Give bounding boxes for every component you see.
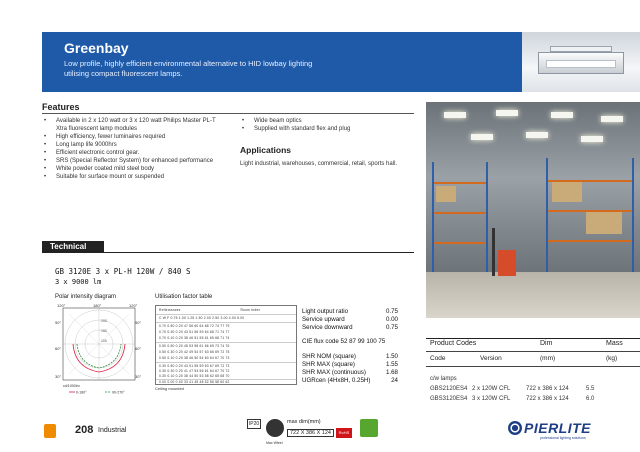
uft-mounting-note: Ceiling mounted (155, 386, 184, 391)
polar-angle-label: 90° (135, 320, 142, 325)
table-row: 0.50 0.50 0.20 45 53 58 61 66 69 73 74 76 (159, 344, 230, 348)
warning-icon (44, 424, 56, 438)
prop-label: Light output ratio (302, 308, 349, 315)
lamp-diffuser (546, 60, 616, 68)
prop-label: SHR MAX (square) (302, 361, 355, 368)
product-code: GBS3120ES4 (430, 396, 468, 402)
product-code: GBS2120ES4 (430, 386, 468, 392)
product-version: 2 x 120W CFL (472, 386, 511, 392)
table-row: 0.50 0.30 0.20 42 49 54 57 63 66 69 72 75 (159, 350, 230, 354)
product-mass: 5.5 (586, 386, 595, 392)
col-header-dim: Dim (540, 340, 553, 347)
polar-angle-label: 60° (55, 346, 62, 351)
stock-boxes (436, 186, 456, 202)
page-number: 208 (75, 424, 94, 436)
header-banner (42, 32, 640, 92)
polar-angle-label: 180° (93, 303, 102, 308)
brand-tagline: professional lighting solutions (540, 436, 586, 440)
forklift (498, 250, 516, 276)
lumen-spec: 3 x 9000 lm (55, 278, 102, 286)
feature-item: • White powder coated mild steel body (42, 165, 227, 173)
page-title: Greenbay (64, 40, 129, 56)
max-dim-label: max dim(mm) (287, 419, 321, 425)
table-row: 0.70 0.30 0.20 43 51 56 59 64 68 71 74 77 (159, 330, 230, 334)
subheader-code: Code (430, 355, 446, 362)
model-spec: GB 3120E 3 x PL-H 120W / 840 S (55, 267, 191, 276)
prop-label: UGRcen (4Hx8H, 0.25H) (302, 377, 371, 384)
polar-unit: cd/1000lm (63, 384, 80, 388)
prop-label: SHR MAX (continuous) (302, 369, 366, 376)
prop-value: 0.00 (385, 316, 398, 323)
ceiling-light (526, 132, 548, 138)
feature-item: • Efficient electronic control gear. (42, 149, 227, 157)
polar-angle-label: 30° (55, 374, 62, 379)
pierlite-logo-icon (508, 421, 522, 435)
prop-label: CIE flux code 52 87 99 100 75 (302, 338, 386, 345)
polar-value-label: 200 (101, 319, 107, 323)
ip-rating-badge: IP20 (248, 421, 260, 427)
feature-item: • High efficiency, fewer luminaires required (42, 133, 227, 141)
prop-value: 24 (391, 377, 398, 384)
ceiling-light (551, 112, 573, 118)
prop-value: 1.55 (385, 361, 398, 368)
page-subtitle: Low profile, highly efficient environmental alternative to HID lowbay lighting utilising compact fluorescent lamps. (64, 59, 313, 78)
polar-angle-label: 120° (129, 303, 138, 308)
brand-logo: PIERLITE (524, 420, 592, 436)
col-header-product-codes: Product Codes (430, 340, 477, 347)
feature-item: • Supplied with standard flex and plug (240, 125, 400, 133)
polar-angle-label: 90° (55, 320, 62, 325)
category-label: Industrial (98, 427, 127, 434)
table-row: 0.30 0.10 0.20 38 44 50 53 58 62 65 68 70 (159, 374, 230, 378)
table-row: 0.30 0.50 0.20 43 51 55 59 63 67 69 72 73 (159, 364, 230, 368)
stock-boxes (586, 212, 622, 234)
table-row: 0.50 0.10 0.20 38 46 50 54 60 64 67 70 73 (159, 356, 230, 360)
table-row: 0.70 0.10 0.20 38 46 51 55 61 65 68 71 74 (159, 336, 230, 340)
polar-diagram-title: Polar intensity diagram (55, 294, 117, 300)
product-dim: 722 x 386 x 124 (526, 386, 569, 392)
ceiling-light (496, 110, 518, 116)
feature-item: • Suitable for surface mount or suspended (42, 173, 227, 181)
utilisation-factor-table (155, 305, 297, 385)
subheader-mass-unit: (kg) (606, 355, 618, 362)
applications-heading: Applications (240, 145, 292, 155)
prop-label: Service downward (302, 324, 353, 331)
max-dim-value: 722 X 386 X 124 (287, 429, 334, 437)
product-image (522, 32, 640, 92)
utilisation-table-title: Utilisation factor table (155, 294, 213, 300)
col-header-mass: Mass (606, 340, 623, 347)
prop-value: 0.75 (385, 308, 398, 315)
table-row: 0.30 0.30 0.20 41 47 53 56 61 64 67 70 72 (159, 369, 230, 373)
table-row: 0.70 0.50 0.20 47 56 60 64 68 72 74 77 79 (159, 324, 230, 328)
efficiency-icon (266, 419, 284, 437)
technical-label: Technical (42, 241, 104, 253)
table-row: 0.00 0.00 0.00 33 41 45 48 52 56 58 60 62 (159, 380, 230, 384)
technical-rule (104, 252, 414, 253)
polar-legend-0-180: 0-180° (76, 390, 87, 395)
subheader-version: Version (480, 355, 502, 362)
warehouse-photo (426, 102, 640, 318)
uft-column-header: C W F 0.75 1.00 1.25 1.50 2.00 2.50 3.00 4.00 5.00 (159, 316, 245, 320)
ceiling-light (581, 136, 603, 142)
polar-angle-label: 60° (135, 346, 142, 351)
prop-value: 0.75 (385, 324, 398, 331)
polar-legend-90-270: 90-270° (112, 390, 125, 395)
stock-boxes (552, 182, 582, 202)
feature-item: • SRS (Special Reflector System) for enhanced performance (42, 157, 227, 165)
applications-text: Light industrial, warehouses, commercial, retail, sports hall. (240, 161, 398, 167)
product-mass: 6.0 (586, 396, 595, 402)
product-dim: 722 x 386 x 124 (526, 396, 569, 402)
efficiency-label: Max Wfeel (266, 441, 283, 445)
polar-angle-label: 120° (57, 303, 66, 308)
uft-group-header: Reflectances Room Index (159, 308, 261, 312)
storage-rack (432, 162, 488, 274)
feature-item: • Available in 2 x 120 watt or 3 x 120 watt Philips Master PL-T Xtra fluorescent lamp modules (42, 117, 227, 133)
rohs-badge: RoHS (336, 428, 352, 438)
polar-angle-label: 30° (135, 374, 142, 379)
features-list-left (42, 117, 227, 181)
ceiling-light (471, 134, 493, 140)
features-rule (42, 113, 414, 114)
warehouse-floor (426, 272, 640, 318)
ceiling-light (601, 116, 623, 122)
ceiling-light (444, 112, 466, 118)
product-version: 3 x 120W CFL (472, 396, 511, 402)
polar-value-label: 100 (101, 339, 107, 343)
green-leaf-icon (360, 419, 378, 437)
forklift-mast (492, 228, 495, 276)
prop-label: Service upward (302, 316, 345, 323)
features-list-right (240, 117, 400, 133)
polar-intensity-diagram (55, 302, 143, 395)
prop-value: 1.50 (385, 353, 398, 360)
feature-item: • Wide beam optics (240, 117, 400, 125)
feature-item: • Long lamp life 9000hrs (42, 141, 227, 149)
features-heading: Features (42, 102, 80, 112)
prop-value: 1.68 (385, 369, 398, 376)
polar-value-label: 150 (101, 329, 107, 333)
prop-label: SHR NOM (square) (302, 353, 356, 360)
product-group-label: c/w lamps (430, 376, 457, 382)
subheader-dim-unit: (mm) (540, 355, 556, 362)
